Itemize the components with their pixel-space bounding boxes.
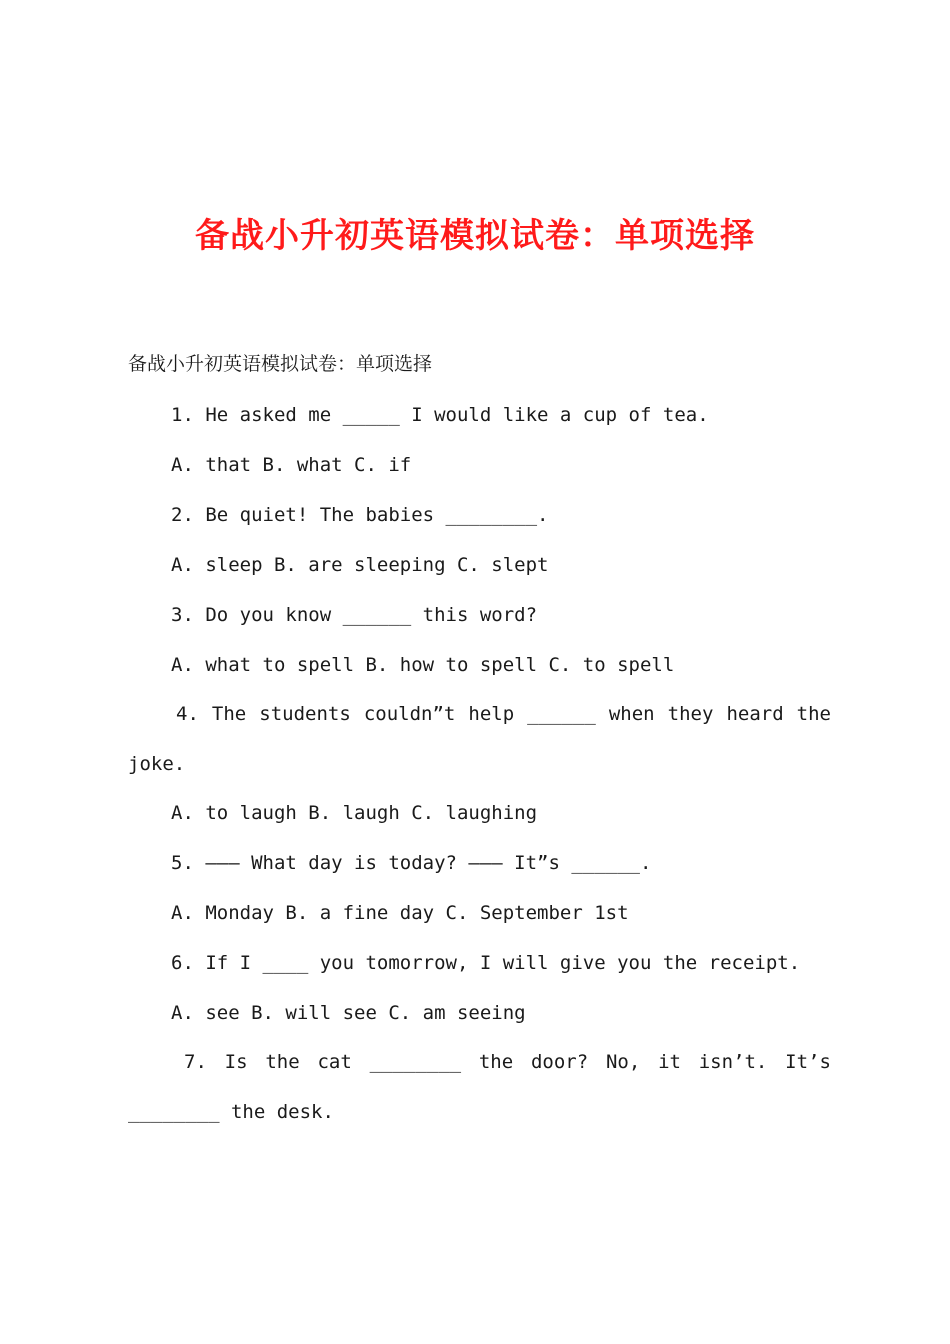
question-1-options: A. that B. what C. if (171, 454, 412, 476)
question-5-options: A. Monday B. a fine day C. September 1st (171, 902, 629, 924)
question-7-word: Is (224, 1051, 248, 1073)
question-7-word: isn’t. (698, 1051, 768, 1073)
question-2-options: A. sleep B. are sleeping C. slept (171, 554, 549, 576)
question-2: 2. Be quiet! The babies ________. (171, 504, 549, 526)
question-4-word: heard (726, 703, 784, 725)
question-4-word: they (667, 703, 714, 725)
question-4-word: help (468, 703, 515, 725)
question-7-word: it (658, 1051, 681, 1073)
question-4-word: the (796, 703, 831, 725)
question-7-word: It’s (785, 1051, 831, 1073)
question-4-word: students (259, 703, 351, 725)
question-6: 6. If I ____ you tomorrow, I will give you the receipt. (171, 952, 801, 974)
question-4-options: A. to laugh B. laugh C. laughing (171, 802, 538, 824)
document-title: 备战小升初英语模拟试卷：单项选择 (195, 216, 755, 256)
question-7-word: the (478, 1051, 514, 1073)
question-1: 1. He asked me _____ I would like a cup of tea. (171, 404, 709, 426)
question-7-word: 7. (184, 1051, 207, 1073)
question-7-continuation: ________ the desk. (128, 1101, 334, 1123)
question-3: 3. Do you know ______ this word? (171, 604, 538, 626)
question-7-word: No, (605, 1051, 641, 1073)
question-4-word: when (608, 703, 655, 725)
intro-heading: 备战小升初英语模拟试卷：单项选择 (128, 353, 433, 375)
question-4-word: ______ (527, 703, 596, 725)
question-7-word: the (265, 1051, 300, 1073)
question-4-word: couldn”t (363, 703, 456, 725)
question-7-word: door? (530, 1051, 589, 1073)
question-4 (176, 702, 831, 726)
question-4-continuation: joke. (128, 753, 186, 775)
question-4-word: The (211, 703, 247, 725)
question-3-options: A. what to spell B. how to spell C. to spell (171, 654, 675, 676)
question-7 (184, 1050, 831, 1074)
question-5: 5. ——— What day is today? ——— It”s ______. (171, 852, 652, 874)
question-4-word: 4. (176, 703, 199, 725)
question-7-word: cat (317, 1051, 352, 1073)
question-6-options: A. see B. will see C. am seeing (171, 1002, 526, 1024)
question-7-word: ________ (369, 1051, 462, 1073)
